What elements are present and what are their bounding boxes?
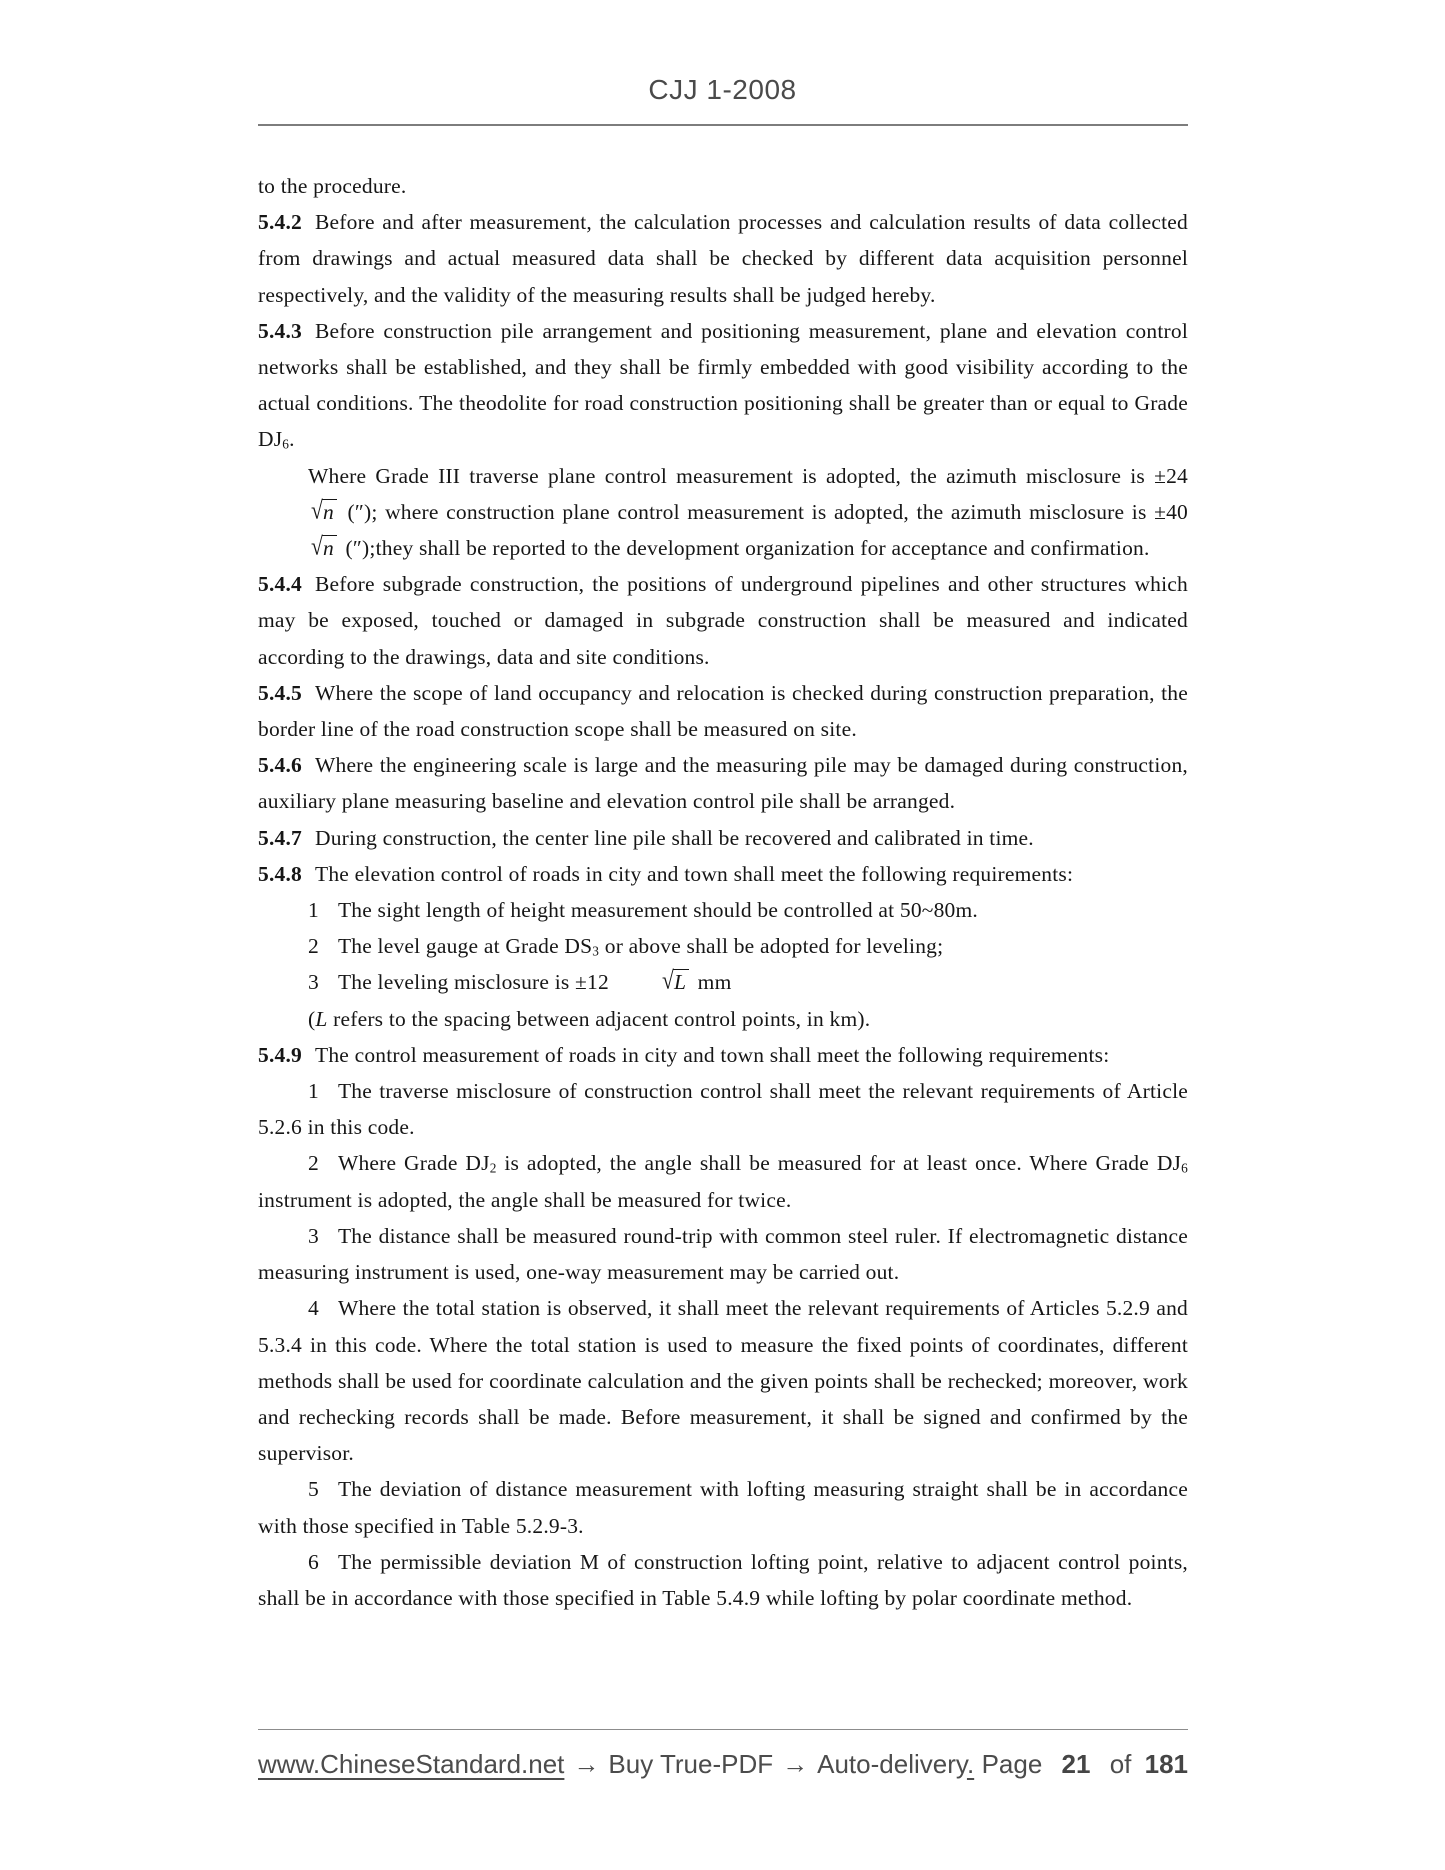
paragraph: 6 The permissible deviation M of construction lofting point, relative to adjacent control points, shall be in accordance with those specified in Table 5.4.9 while lofting by polar coordinate method. (258, 1549, 1188, 1610)
footer-left (258, 1749, 974, 1780)
arrow-icon: → (573, 1749, 600, 1779)
page-total: 181 (1144, 1749, 1188, 1779)
paragraph: 2 The level gauge at Grade $DS_3$ or above shall be adopted for leveling; (308, 934, 944, 959)
section-number: 5.4.3 (258, 318, 302, 343)
paragraph: to the procedure. (258, 174, 407, 198)
arrow-icon: → (782, 1749, 809, 1779)
paragraph: Where Grade III traverse plane control measurement is adopted, the azimuth misclosure is ±24√n (″); where construction plane control measurement is adopted, the azimuth misclosure is ±40√n (″);they shall be reported to the development organization for acceptance and confirmation. (258, 458, 1188, 567)
page-label: Page (981, 1749, 1043, 1779)
text-segment: 3 (592, 943, 600, 959)
footer-buy-label: Buy True-PDF (608, 1749, 774, 1779)
paragraph: 3 The distance shall be measured round-trip with common steel ruler. If electromagnetic distance measuring instrument is used, one-way measurement may be carried out. (258, 1223, 1188, 1285)
paragraph: 5.4.6 Where the engineering scale is large and the measuring pile may be damaged during construction, auxiliary plane measuring baseline and elevation control pile shall be arranged. (258, 753, 1188, 814)
section-number: 5.4.2 (258, 210, 302, 235)
item-number: 2 (308, 934, 319, 959)
paragraph: 5.4.3 Before construction pile arrangement and positioning measurement, plane and elevation control networks shall be established, and they shall be firmly embedded with good visibility according to the actual conditions. The theodolite for road construction positioning shall be greater than or equal to Grade $DJ_6$. (258, 318, 1188, 452)
page-header-title: CJJ 1-2008 (648, 74, 797, 105)
section-number: 5.4.6 (258, 753, 302, 778)
section-number: 5.4.9 (258, 1042, 302, 1067)
sqrt-radical: √n (261, 500, 337, 524)
text-segment: L (315, 1006, 328, 1031)
paragraph: 5.4.2 Before and after measurement, the calculation processes and calculation results of data collected from drawings and actual measured data shall be checked by different data acquisition personnel respectively, and the validity of the measuring results shall be judged hereby. (258, 210, 1188, 307)
page-indicator (976, 1749, 1188, 1780)
paragraph: 5.4.4 Before subgrade construction, the positions of underground pipelines and other structures which may be exposed, touched or damaged in subgrade construction shall be measured and indicated according to the drawings, data and site conditions. (258, 572, 1188, 669)
page-of-label: of (1109, 1749, 1132, 1779)
footer-delivery-period: . (966, 1749, 975, 1779)
section-number: 5.4.7 (258, 825, 302, 850)
item-number: 3 (308, 970, 319, 995)
text-segment: 6 (1181, 1160, 1188, 1176)
item-number: 5 (308, 1477, 319, 1502)
paragraph: 5.4.7 During construction, the center line pile shall be recovered and calibrated in time. (258, 825, 1034, 850)
paragraph: 1 The sight length of height measurement should be controlled at 50~80m. (308, 898, 978, 923)
item-number: 4 (308, 1296, 319, 1321)
paragraph: 3 The leveling misclosure is ±12 √L mm (308, 966, 732, 995)
paragraph: 5.4.9 The control measurement of roads in city and town shall meet the following requirements: (258, 1042, 1110, 1067)
page-footer (258, 1749, 1188, 1780)
text-segment: 6 (282, 436, 290, 452)
sqrt-radical: √n (261, 536, 337, 560)
item-number: 3 (308, 1223, 319, 1248)
text-segment: 2 (489, 1160, 497, 1176)
paragraph: (L refers to the spacing between adjacent control points, in km). (308, 1006, 871, 1031)
paragraph: 1 The traverse misclosure of construction control shall meet the relevant requirements of Article 5.2.6 in this code. (258, 1079, 1188, 1140)
sqrt-radical: √L (612, 970, 689, 994)
item-number: 6 (308, 1549, 319, 1574)
page-current: 21 (1061, 1749, 1091, 1779)
item-number: 2 (308, 1151, 319, 1176)
item-number: 1 (308, 1079, 319, 1104)
document-body (258, 168, 1188, 1616)
section-number: 5.4.4 (258, 572, 302, 597)
item-number: 1 (308, 898, 319, 923)
footer-divider (258, 1729, 1188, 1730)
section-number: 5.4.5 (258, 680, 302, 705)
paragraph: 5.4.5 Where the scope of land occupancy and relocation is checked during construction preparation, the border line of the road construction scope shall be measured on site. (258, 680, 1188, 742)
paragraph: 5 The deviation of distance measurement with lofting measuring straight shall be in accordance with those specified in Table 5.2.9-3. (258, 1477, 1188, 1538)
paragraph: 4 Where the total station is observed, it shall meet the relevant requirements of Articles 5.2.9 and 5.3.4 in this code. Where the total station is used to measure the fixed points of coordinates, different methods shall be used for coordinate calculation and the given points shall be rechecked; moreover, work and rechecking records shall be made. Before measurement, it shall be signed and confirmed by the supervisor. (258, 1296, 1188, 1466)
footer-site-link[interactable]: www.ChineseStandard.net (258, 1749, 565, 1779)
paragraph: 5.4.8 The elevation control of roads in city and town shall meet the following requirements: (258, 861, 1074, 886)
section-number: 5.4.8 (258, 861, 302, 886)
footer-delivery-label: Auto-delivery (817, 1749, 967, 1779)
header-divider (258, 124, 1188, 126)
paragraph: 2 Where Grade $DJ_2$ is adopted, the angle shall be measured for at least once. Where Grade $DJ_6$ instrument is adopted, the angle shall be measured for twice. (258, 1151, 1188, 1212)
